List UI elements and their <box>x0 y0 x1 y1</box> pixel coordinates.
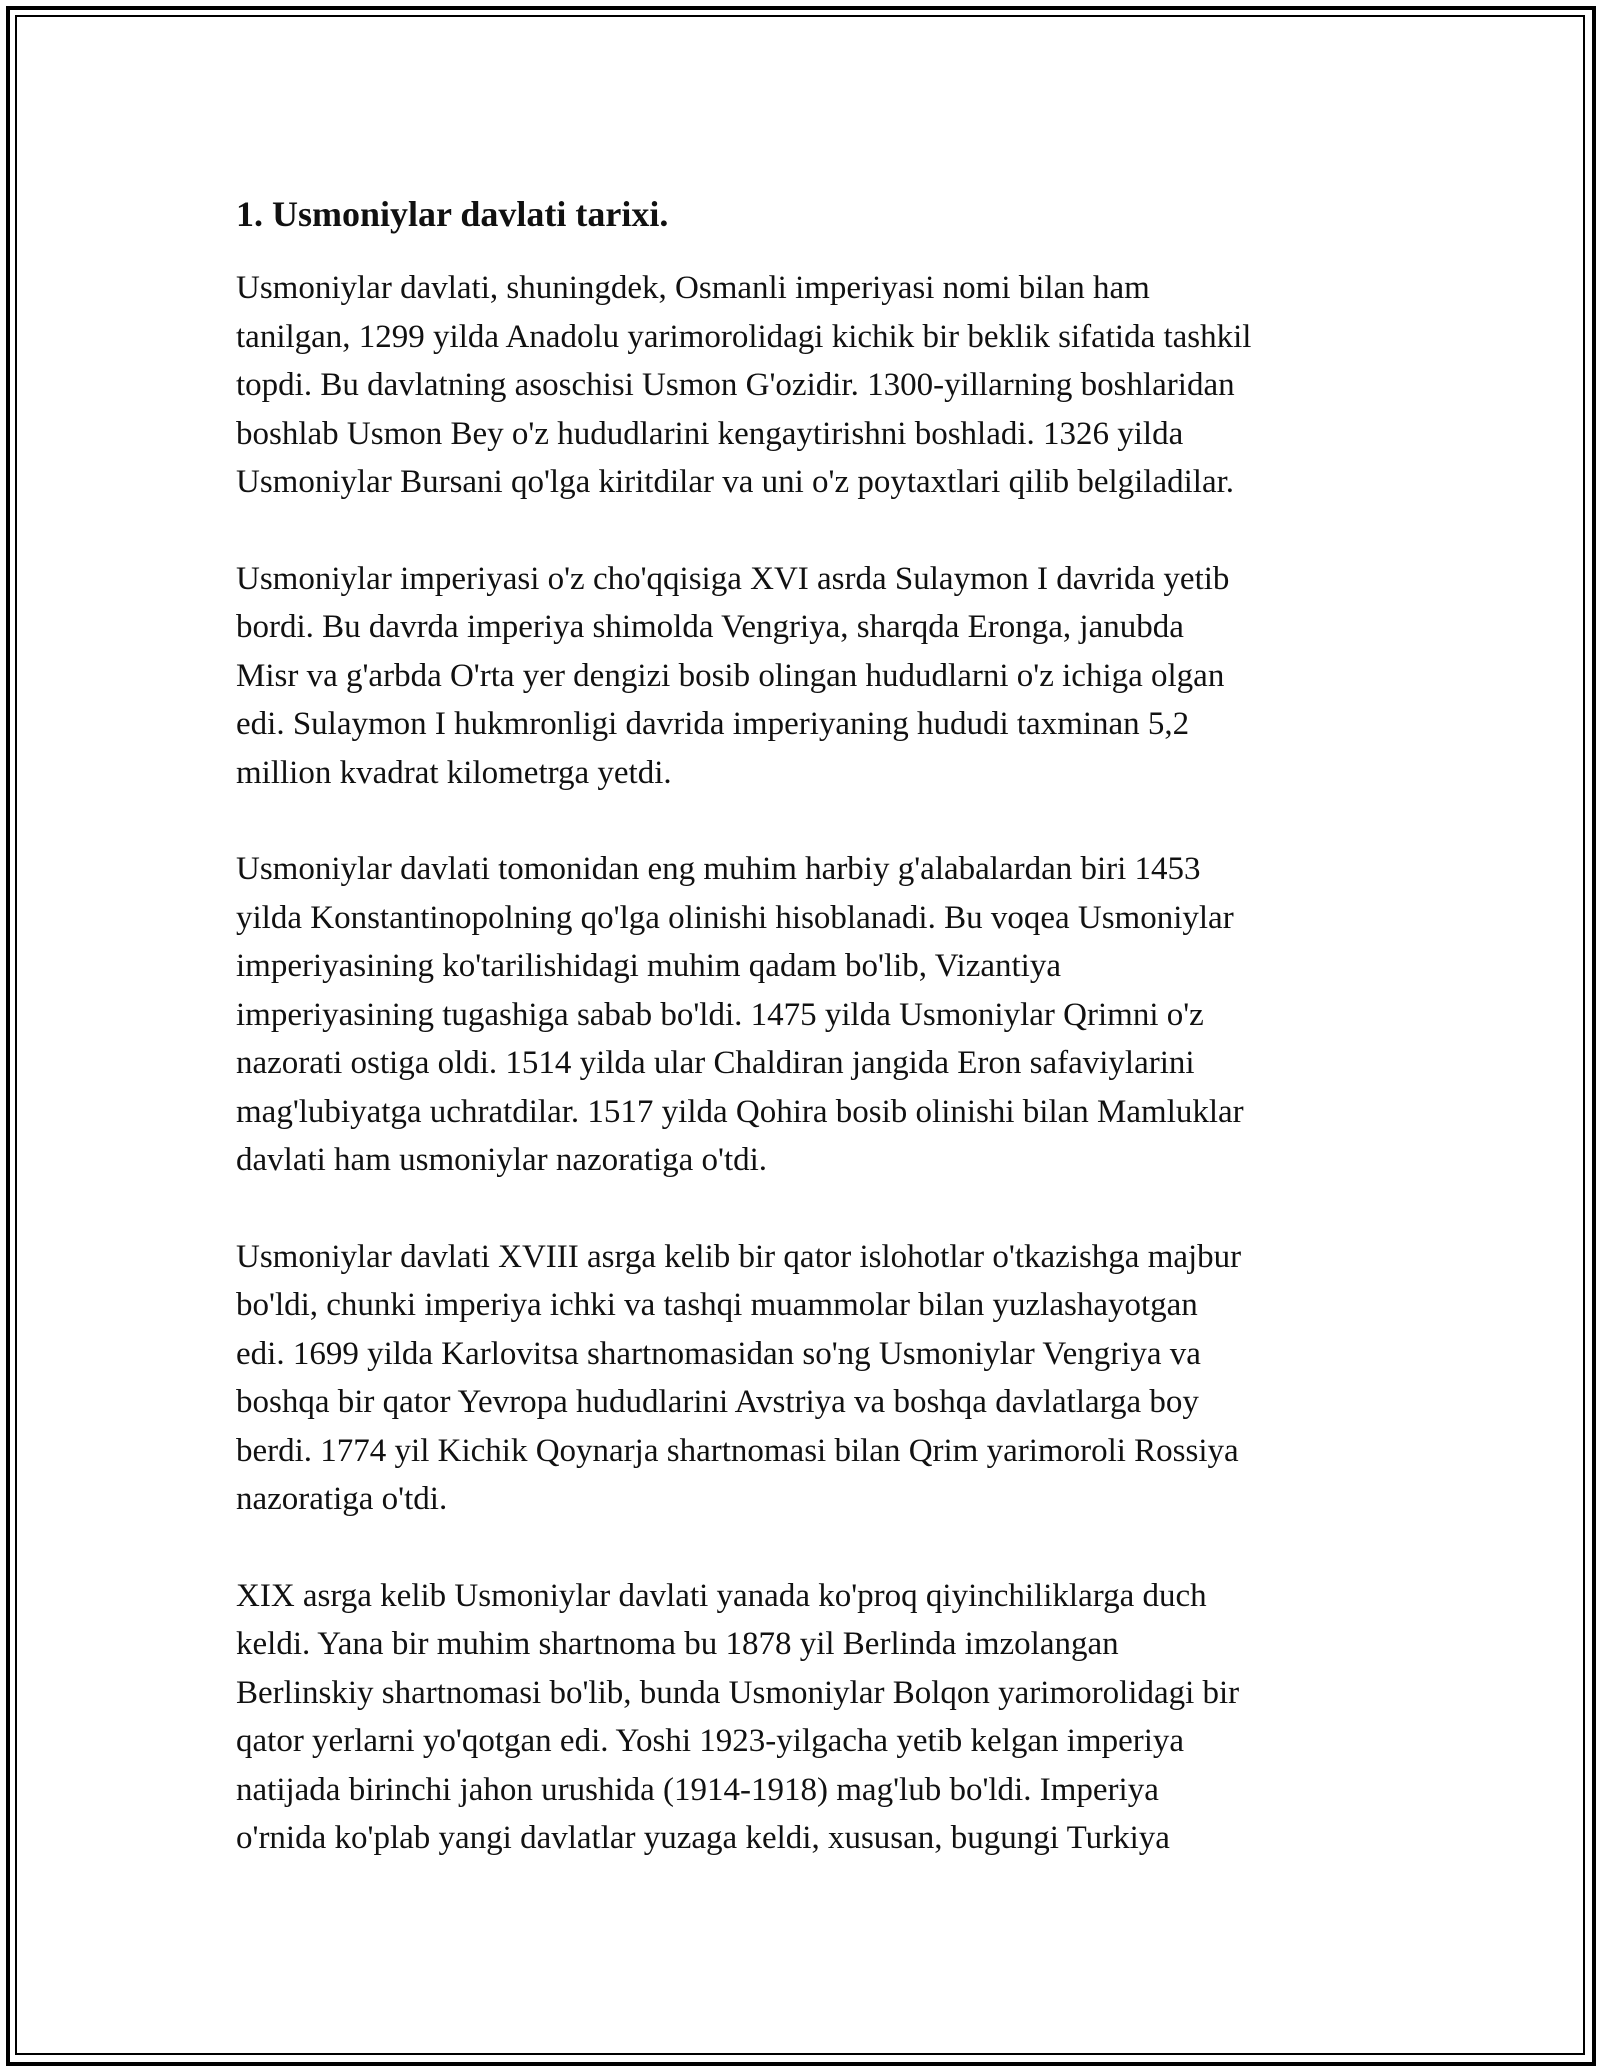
text-line: qator yerlarni yo'qotgan edi. Yoshi 1923-yilgacha yetib kelgan imperiya <box>236 1723 1185 1759</box>
text-line: nazorati ostiga oldi. 1514 yilda ular Chaldiran jangida Eron safaviylarini <box>236 1045 1195 1081</box>
text-line: Usmoniylar davlati XVIII asrga kelib bir qator islohotlar o'tkazishga majbur <box>236 1238 1242 1275</box>
text-line: o'rnida ko'plab yangi davlatlar yuzaga keldi, xususan, bugungi Turkiya <box>236 1820 1170 1856</box>
text-line: natijada birinchi jahon urushida (1914-1918) mag'lub bo'ldi. Imperiya <box>236 1771 1159 1808</box>
document-title: 1. Usmoniylar davlati tarixi. <box>236 194 669 234</box>
text-line: Usmoniylar imperiyasi o'z cho'qqisiga XVI asrda Sulaymon I davrida yetib <box>236 560 1230 597</box>
text-line: bordi. Bu davrda imperiya shimolda Vengriya, sharqda Eronga, janubda <box>236 609 1184 645</box>
document-body <box>236 190 1376 1911</box>
text-line: berdi. 1774 yil Kichik Qoynarja shartnomasi bilan Qrim yarimoroli Rossiya <box>236 1432 1239 1469</box>
text-line: boshqa bir qator Yevropa hududlarini Avstriya va boshqa davlatlarga boy <box>236 1384 1199 1420</box>
text-line: imperiyasining ko'tarilishidagi muhim qadam bo'lib, Vizantiya <box>236 948 1061 984</box>
text-line: mag'lubiyatga uchratdilar. 1517 yilda Qohira bosib olinishi bilan Mamluklar <box>236 1093 1244 1130</box>
paragraph-4 <box>236 1233 1376 1524</box>
text-line: Usmoniylar Bursani qo'lga kiritdilar va uni o'z poytaxtlari qilib belgiladilar. <box>236 464 1235 500</box>
text-line: Misr va g'arbda O'rta yer dengizi bosib olingan hududlarni o'z ichiga olgan <box>236 657 1225 694</box>
text-line: yilda Konstantinopolning qo'lga olinishi hisoblanadi. Bu voqea Usmoniylar <box>236 899 1234 936</box>
text-line: edi. 1699 yilda Karlovitsa shartnomasidan so'ng Usmoniylar Vengriya va <box>236 1335 1201 1372</box>
text-line: million kvadrat kilometrga yetdi. <box>236 754 672 791</box>
text-line: keldi. Yana bir muhim shartnoma bu 1878 yil Berlinda imzolangan <box>236 1626 1119 1662</box>
text-line: Berlinskiy shartnomasi bo'lib, bunda Usmoniylar Bolqon yarimorolidagi bir <box>236 1674 1240 1711</box>
paragraph-3 <box>236 845 1376 1185</box>
text-line: davlati ham usmoniylar nazoratiga o'tdi. <box>236 1142 768 1178</box>
text-line: topdi. Bu davlatning asoschisi Usmon G'ozidir. 1300-yillarning boshlaridan <box>236 367 1235 403</box>
text-line: boshlab Usmon Bey o'z hududlarini kengaytirishni boshladi. 1326 yilda <box>236 415 1184 452</box>
text-line: imperiyasining tugashiga sabab bo'ldi. 1475 yilda Usmoniylar Qrimni o'z <box>236 996 1204 1033</box>
text-line: Usmoniylar davlati tomonidan eng muhim harbiy g'alabalardan biri 1453 <box>236 851 1201 887</box>
text-line: nazoratiga o'tdi. <box>236 1481 448 1517</box>
paragraph-1 <box>236 264 1376 507</box>
text-line: bo'ldi, chunki imperiya ichki va tashqi muammolar bilan yuzlashayotgan <box>236 1287 1198 1323</box>
text-line: XIX asrga kelib Usmoniylar davlati yanada ko'proq qiyinchiliklarga duch <box>236 1577 1207 1614</box>
paragraph-2 <box>236 555 1376 798</box>
text-line: Usmoniylar davlati, shuningdek, Osmanli imperiyasi nomi bilan ham <box>236 270 1150 306</box>
text-line: edi. Sulaymon I hukmronligi davrida imperiyaning hududi taxminan 5,2 <box>236 706 1190 742</box>
text-line: tanilgan, 1299 yilda Anadolu yarimorolidagi kichik bir beklik sifatida tashkil <box>236 318 1252 355</box>
paragraph-5 <box>236 1572 1376 1863</box>
